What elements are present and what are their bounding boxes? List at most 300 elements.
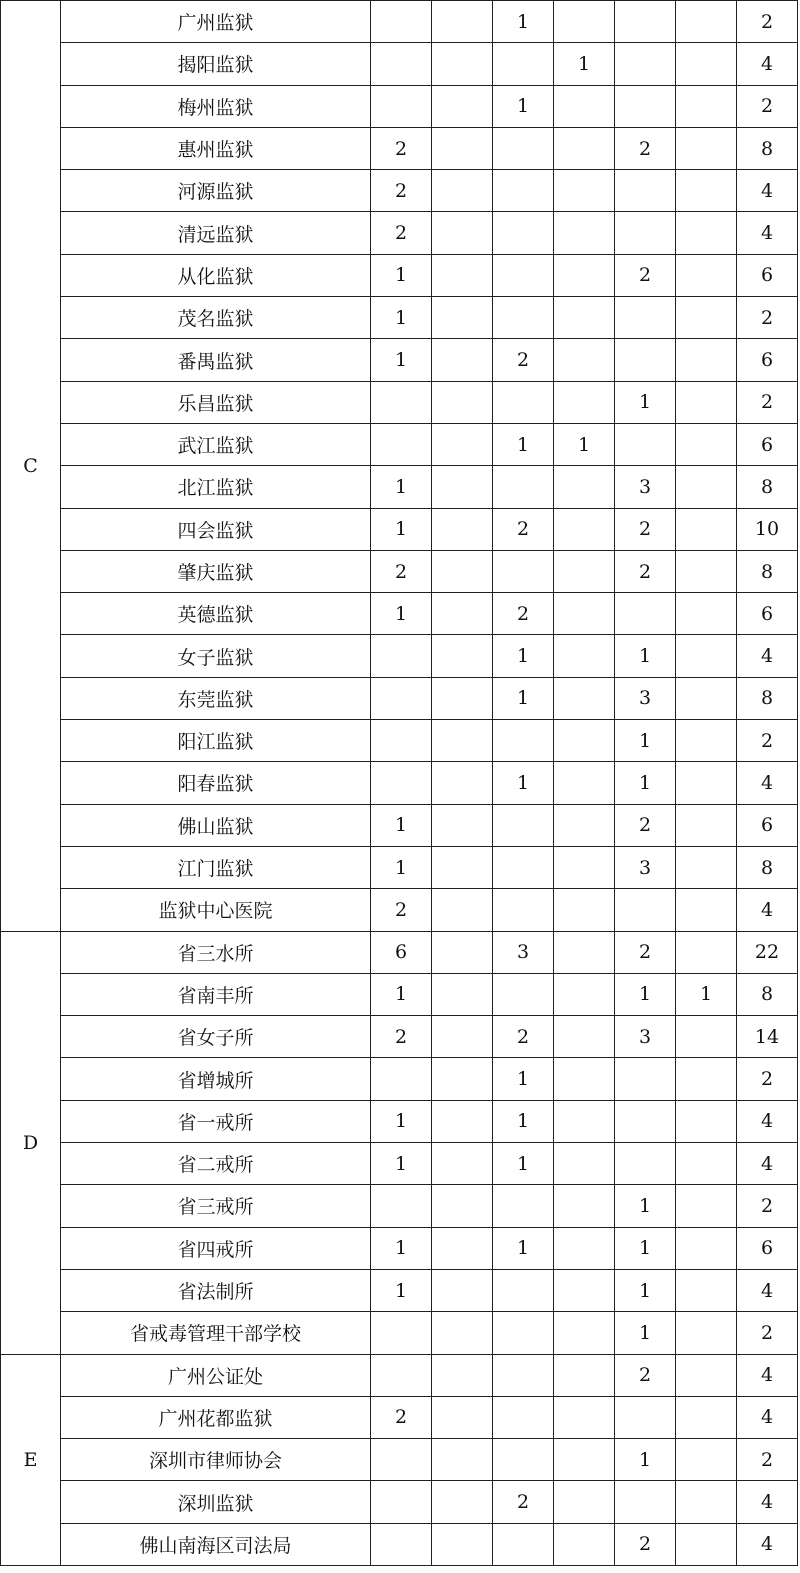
count-cell — [493, 381, 554, 423]
table-row — [1, 593, 798, 635]
unit-name-cell: 广州公证处 — [61, 1354, 371, 1396]
table-row — [1, 1481, 798, 1523]
count-cell — [676, 1227, 737, 1269]
count-cell: 2 — [371, 212, 432, 254]
count-cell — [676, 550, 737, 592]
count-cell: 3 — [615, 677, 676, 719]
table-row — [1, 1227, 798, 1269]
count-cell — [615, 423, 676, 465]
count-cell — [554, 508, 615, 550]
count-cell — [432, 1143, 493, 1185]
count-cell: 1 — [371, 254, 432, 296]
count-cell: 1 — [371, 297, 432, 339]
count-cell: 1 — [371, 973, 432, 1015]
table-row — [1, 550, 798, 592]
count-cell: 1 — [371, 593, 432, 635]
unit-name-cell: 英德监狱 — [61, 593, 371, 635]
count-cell — [432, 635, 493, 677]
count-cell: 2 — [615, 508, 676, 550]
count-cell — [676, 846, 737, 888]
count-cell — [432, 804, 493, 846]
unit-name-cell: 省增城所 — [61, 1058, 371, 1100]
total-cell: 4 — [737, 1523, 798, 1565]
count-cell — [554, 973, 615, 1015]
count-cell: 1 — [371, 466, 432, 508]
count-cell — [615, 1396, 676, 1438]
count-cell: 1 — [493, 635, 554, 677]
table-row — [1, 1396, 798, 1438]
count-cell: 2 — [615, 1354, 676, 1396]
count-cell — [432, 43, 493, 85]
table-row — [1, 635, 798, 677]
count-cell — [493, 1396, 554, 1438]
count-cell — [554, 635, 615, 677]
count-cell — [615, 1058, 676, 1100]
total-cell: 4 — [737, 1354, 798, 1396]
count-cell — [554, 1523, 615, 1565]
unit-name-cell: 深圳市律师协会 — [61, 1439, 371, 1481]
total-cell: 6 — [737, 254, 798, 296]
count-cell — [676, 1439, 737, 1481]
count-cell — [676, 1, 737, 43]
count-cell — [554, 550, 615, 592]
count-cell: 1 — [493, 1227, 554, 1269]
unit-name-cell: 江门监狱 — [61, 846, 371, 888]
count-cell: 2 — [615, 1523, 676, 1565]
total-cell: 4 — [737, 1396, 798, 1438]
count-cell — [554, 85, 615, 127]
unit-name-cell: 佛山监狱 — [61, 804, 371, 846]
count-cell: 1 — [371, 1143, 432, 1185]
count-cell: 1 — [371, 508, 432, 550]
count-cell — [371, 1481, 432, 1523]
total-cell: 2 — [737, 85, 798, 127]
count-cell — [554, 339, 615, 381]
count-cell: 1 — [615, 1269, 676, 1311]
count-cell — [432, 762, 493, 804]
count-cell — [676, 1481, 737, 1523]
count-cell: 1 — [371, 1269, 432, 1311]
count-cell — [432, 1523, 493, 1565]
count-cell: 2 — [371, 170, 432, 212]
count-cell — [676, 720, 737, 762]
total-cell: 2 — [737, 720, 798, 762]
count-cell — [371, 85, 432, 127]
count-cell — [432, 170, 493, 212]
count-cell: 1 — [493, 85, 554, 127]
count-cell: 1 — [371, 804, 432, 846]
total-cell: 4 — [737, 1481, 798, 1523]
count-cell — [554, 720, 615, 762]
count-cell — [493, 297, 554, 339]
count-cell — [554, 1, 615, 43]
count-cell — [676, 1354, 737, 1396]
count-cell — [432, 1396, 493, 1438]
count-cell — [371, 677, 432, 719]
count-cell: 1 — [615, 720, 676, 762]
count-cell — [493, 466, 554, 508]
table-row — [1, 973, 798, 1015]
count-cell — [554, 677, 615, 719]
count-cell: 1 — [615, 381, 676, 423]
count-cell: 2 — [615, 254, 676, 296]
table-row — [1, 1143, 798, 1185]
count-cell — [554, 1439, 615, 1481]
count-cell — [676, 1143, 737, 1185]
table-row — [1, 254, 798, 296]
count-cell — [676, 339, 737, 381]
count-cell — [554, 1016, 615, 1058]
count-cell — [432, 1, 493, 43]
count-cell: 1 — [615, 635, 676, 677]
count-cell — [432, 466, 493, 508]
count-cell: 2 — [615, 804, 676, 846]
count-cell — [615, 297, 676, 339]
count-cell — [554, 212, 615, 254]
count-cell: 2 — [493, 1481, 554, 1523]
table-row — [1, 931, 798, 973]
count-cell: 2 — [493, 339, 554, 381]
count-cell — [676, 212, 737, 254]
unit-name-cell: 阳春监狱 — [61, 762, 371, 804]
count-cell — [676, 804, 737, 846]
count-cell — [493, 43, 554, 85]
table-row — [1, 1269, 798, 1311]
count-cell: 3 — [615, 466, 676, 508]
total-cell: 14 — [737, 1016, 798, 1058]
count-cell — [676, 593, 737, 635]
total-cell: 8 — [737, 127, 798, 169]
table-row — [1, 127, 798, 169]
count-cell — [493, 973, 554, 1015]
table-row — [1, 1058, 798, 1100]
count-cell — [615, 339, 676, 381]
count-cell — [676, 297, 737, 339]
count-cell: 1 — [371, 1100, 432, 1142]
count-cell: 2 — [493, 508, 554, 550]
count-cell — [676, 381, 737, 423]
count-cell: 1 — [493, 1100, 554, 1142]
total-cell: 4 — [737, 1100, 798, 1142]
unit-name-cell: 四会监狱 — [61, 508, 371, 550]
table-row — [1, 804, 798, 846]
total-cell: 8 — [737, 846, 798, 888]
table-row — [1, 339, 798, 381]
total-cell: 8 — [737, 677, 798, 719]
unit-name-cell: 乐昌监狱 — [61, 381, 371, 423]
count-cell — [676, 43, 737, 85]
count-cell: 2 — [371, 127, 432, 169]
count-cell — [371, 43, 432, 85]
count-cell — [432, 1185, 493, 1227]
total-cell: 4 — [737, 1143, 798, 1185]
unit-name-cell: 河源监狱 — [61, 170, 371, 212]
count-cell — [554, 1185, 615, 1227]
unit-name-cell: 深圳监狱 — [61, 1481, 371, 1523]
count-cell — [432, 381, 493, 423]
table-row — [1, 1016, 798, 1058]
count-cell: 1 — [615, 1185, 676, 1227]
count-cell — [371, 1, 432, 43]
count-cell — [493, 170, 554, 212]
count-cell — [676, 677, 737, 719]
count-cell — [493, 1269, 554, 1311]
count-cell — [432, 1354, 493, 1396]
count-cell: 2 — [615, 550, 676, 592]
count-cell — [432, 846, 493, 888]
unit-name-cell: 揭阳监狱 — [61, 43, 371, 85]
count-cell: 1 — [493, 1143, 554, 1185]
table-row — [1, 762, 798, 804]
count-cell — [493, 846, 554, 888]
count-cell — [493, 1185, 554, 1227]
count-cell: 2 — [371, 550, 432, 592]
count-cell — [554, 254, 615, 296]
total-cell: 2 — [737, 1, 798, 43]
count-cell: 1 — [554, 423, 615, 465]
table-row — [1, 1523, 798, 1565]
total-cell: 4 — [737, 635, 798, 677]
unit-name-cell: 女子监狱 — [61, 635, 371, 677]
count-cell — [493, 254, 554, 296]
count-cell — [554, 1481, 615, 1523]
count-cell — [554, 931, 615, 973]
table-row — [1, 720, 798, 762]
count-cell — [554, 762, 615, 804]
total-cell: 6 — [737, 423, 798, 465]
count-cell — [432, 339, 493, 381]
unit-name-cell: 阳江监狱 — [61, 720, 371, 762]
group-label: C — [1, 1, 61, 932]
total-cell: 4 — [737, 889, 798, 931]
total-cell: 6 — [737, 593, 798, 635]
count-cell — [371, 381, 432, 423]
count-cell: 2 — [371, 1396, 432, 1438]
count-cell — [554, 466, 615, 508]
count-cell — [432, 297, 493, 339]
count-cell — [371, 1523, 432, 1565]
unit-name-cell: 北江监狱 — [61, 466, 371, 508]
unit-name-cell: 番禺监狱 — [61, 339, 371, 381]
unit-name-cell: 省戒毒管理干部学校 — [61, 1312, 371, 1354]
count-cell — [676, 1058, 737, 1100]
total-cell: 8 — [737, 550, 798, 592]
count-cell — [432, 1439, 493, 1481]
count-cell — [615, 212, 676, 254]
count-cell: 2 — [615, 931, 676, 973]
count-cell — [432, 550, 493, 592]
unit-name-cell: 清远监狱 — [61, 212, 371, 254]
count-cell — [493, 1523, 554, 1565]
count-cell: 1 — [371, 339, 432, 381]
count-cell — [493, 1354, 554, 1396]
count-cell: 1 — [371, 1227, 432, 1269]
count-cell — [676, 1269, 737, 1311]
table-row — [1, 508, 798, 550]
count-cell — [493, 127, 554, 169]
count-cell — [432, 1058, 493, 1100]
total-cell: 8 — [737, 973, 798, 1015]
count-cell: 1 — [554, 43, 615, 85]
count-cell — [554, 1269, 615, 1311]
count-cell — [615, 1100, 676, 1142]
count-cell: 1 — [493, 1058, 554, 1100]
count-cell — [432, 85, 493, 127]
count-cell — [615, 1143, 676, 1185]
count-cell — [432, 889, 493, 931]
count-cell: 1 — [493, 423, 554, 465]
count-cell — [554, 1354, 615, 1396]
count-cell — [432, 1269, 493, 1311]
unit-name-cell: 省三水所 — [61, 931, 371, 973]
count-cell — [432, 593, 493, 635]
count-cell — [676, 1185, 737, 1227]
total-cell: 4 — [737, 170, 798, 212]
unit-name-cell: 梅州监狱 — [61, 85, 371, 127]
total-cell: 2 — [737, 1058, 798, 1100]
total-cell: 2 — [737, 381, 798, 423]
unit-name-cell: 省南丰所 — [61, 973, 371, 1015]
count-cell — [615, 1481, 676, 1523]
count-cell — [676, 931, 737, 973]
total-cell: 6 — [737, 339, 798, 381]
count-cell — [676, 423, 737, 465]
table-row — [1, 466, 798, 508]
count-cell — [554, 1100, 615, 1142]
count-cell — [371, 762, 432, 804]
count-cell: 2 — [615, 127, 676, 169]
unit-name-cell: 东莞监狱 — [61, 677, 371, 719]
count-cell: 1 — [493, 1, 554, 43]
total-cell: 22 — [737, 931, 798, 973]
table-row — [1, 846, 798, 888]
table-row — [1, 381, 798, 423]
unit-name-cell: 茂名监狱 — [61, 297, 371, 339]
count-cell: 1 — [493, 677, 554, 719]
table-row — [1, 889, 798, 931]
count-cell — [432, 423, 493, 465]
count-cell — [371, 1439, 432, 1481]
count-cell: 1 — [615, 1227, 676, 1269]
table-row — [1, 85, 798, 127]
count-cell — [554, 593, 615, 635]
count-cell — [432, 127, 493, 169]
table-row — [1, 677, 798, 719]
count-cell — [432, 1227, 493, 1269]
total-cell: 4 — [737, 1269, 798, 1311]
count-cell: 1 — [615, 1312, 676, 1354]
count-cell — [371, 635, 432, 677]
count-cell: 3 — [615, 1016, 676, 1058]
count-cell: 6 — [371, 931, 432, 973]
count-cell — [371, 1354, 432, 1396]
count-cell — [676, 254, 737, 296]
count-cell — [615, 889, 676, 931]
count-cell: 3 — [615, 846, 676, 888]
total-cell: 10 — [737, 508, 798, 550]
count-cell — [554, 804, 615, 846]
total-cell: 2 — [737, 1185, 798, 1227]
count-cell — [493, 212, 554, 254]
unit-name-cell: 惠州监狱 — [61, 127, 371, 169]
count-cell — [493, 1439, 554, 1481]
count-cell — [615, 43, 676, 85]
count-cell — [432, 677, 493, 719]
count-cell — [554, 889, 615, 931]
count-cell: 2 — [371, 1016, 432, 1058]
table-row — [1, 423, 798, 465]
count-cell — [676, 1396, 737, 1438]
table-row — [1, 1100, 798, 1142]
count-cell — [432, 212, 493, 254]
total-cell: 8 — [737, 466, 798, 508]
count-cell — [432, 1481, 493, 1523]
count-cell — [493, 889, 554, 931]
count-cell: 1 — [615, 973, 676, 1015]
count-cell — [554, 1143, 615, 1185]
count-cell — [371, 720, 432, 762]
table-row — [1, 170, 798, 212]
unit-name-cell: 省三戒所 — [61, 1185, 371, 1227]
count-cell — [432, 973, 493, 1015]
count-cell — [676, 127, 737, 169]
unit-name-cell: 监狱中心医院 — [61, 889, 371, 931]
count-cell: 2 — [493, 593, 554, 635]
count-cell — [554, 1312, 615, 1354]
table-row — [1, 1, 798, 43]
group-label: E — [1, 1354, 61, 1565]
count-cell: 1 — [493, 762, 554, 804]
count-cell — [676, 170, 737, 212]
unit-name-cell: 省四戒所 — [61, 1227, 371, 1269]
count-cell — [432, 508, 493, 550]
unit-name-cell: 广州监狱 — [61, 1, 371, 43]
count-cell — [432, 1100, 493, 1142]
unit-name-cell: 佛山南海区司法局 — [61, 1523, 371, 1565]
count-cell — [493, 550, 554, 592]
unit-name-cell: 广州花都监狱 — [61, 1396, 371, 1438]
count-cell — [615, 593, 676, 635]
total-cell: 4 — [737, 762, 798, 804]
count-cell — [554, 297, 615, 339]
count-cell — [676, 466, 737, 508]
count-cell — [371, 1058, 432, 1100]
table-row — [1, 1312, 798, 1354]
count-cell — [676, 1523, 737, 1565]
count-cell — [676, 635, 737, 677]
count-cell: 1 — [615, 1439, 676, 1481]
table-row — [1, 212, 798, 254]
table-row — [1, 297, 798, 339]
unit-name-cell: 武江监狱 — [61, 423, 371, 465]
total-cell: 4 — [737, 212, 798, 254]
count-cell — [493, 1312, 554, 1354]
count-cell — [615, 170, 676, 212]
table-row — [1, 1185, 798, 1227]
total-cell: 2 — [737, 1439, 798, 1481]
count-cell — [493, 804, 554, 846]
unit-name-cell: 省女子所 — [61, 1016, 371, 1058]
table-row — [1, 43, 798, 85]
unit-name-cell: 省一戒所 — [61, 1100, 371, 1142]
count-cell — [432, 931, 493, 973]
count-cell: 2 — [493, 1016, 554, 1058]
count-cell — [676, 1100, 737, 1142]
count-cell: 1 — [615, 762, 676, 804]
count-cell — [615, 1, 676, 43]
count-cell — [554, 381, 615, 423]
count-cell — [432, 720, 493, 762]
